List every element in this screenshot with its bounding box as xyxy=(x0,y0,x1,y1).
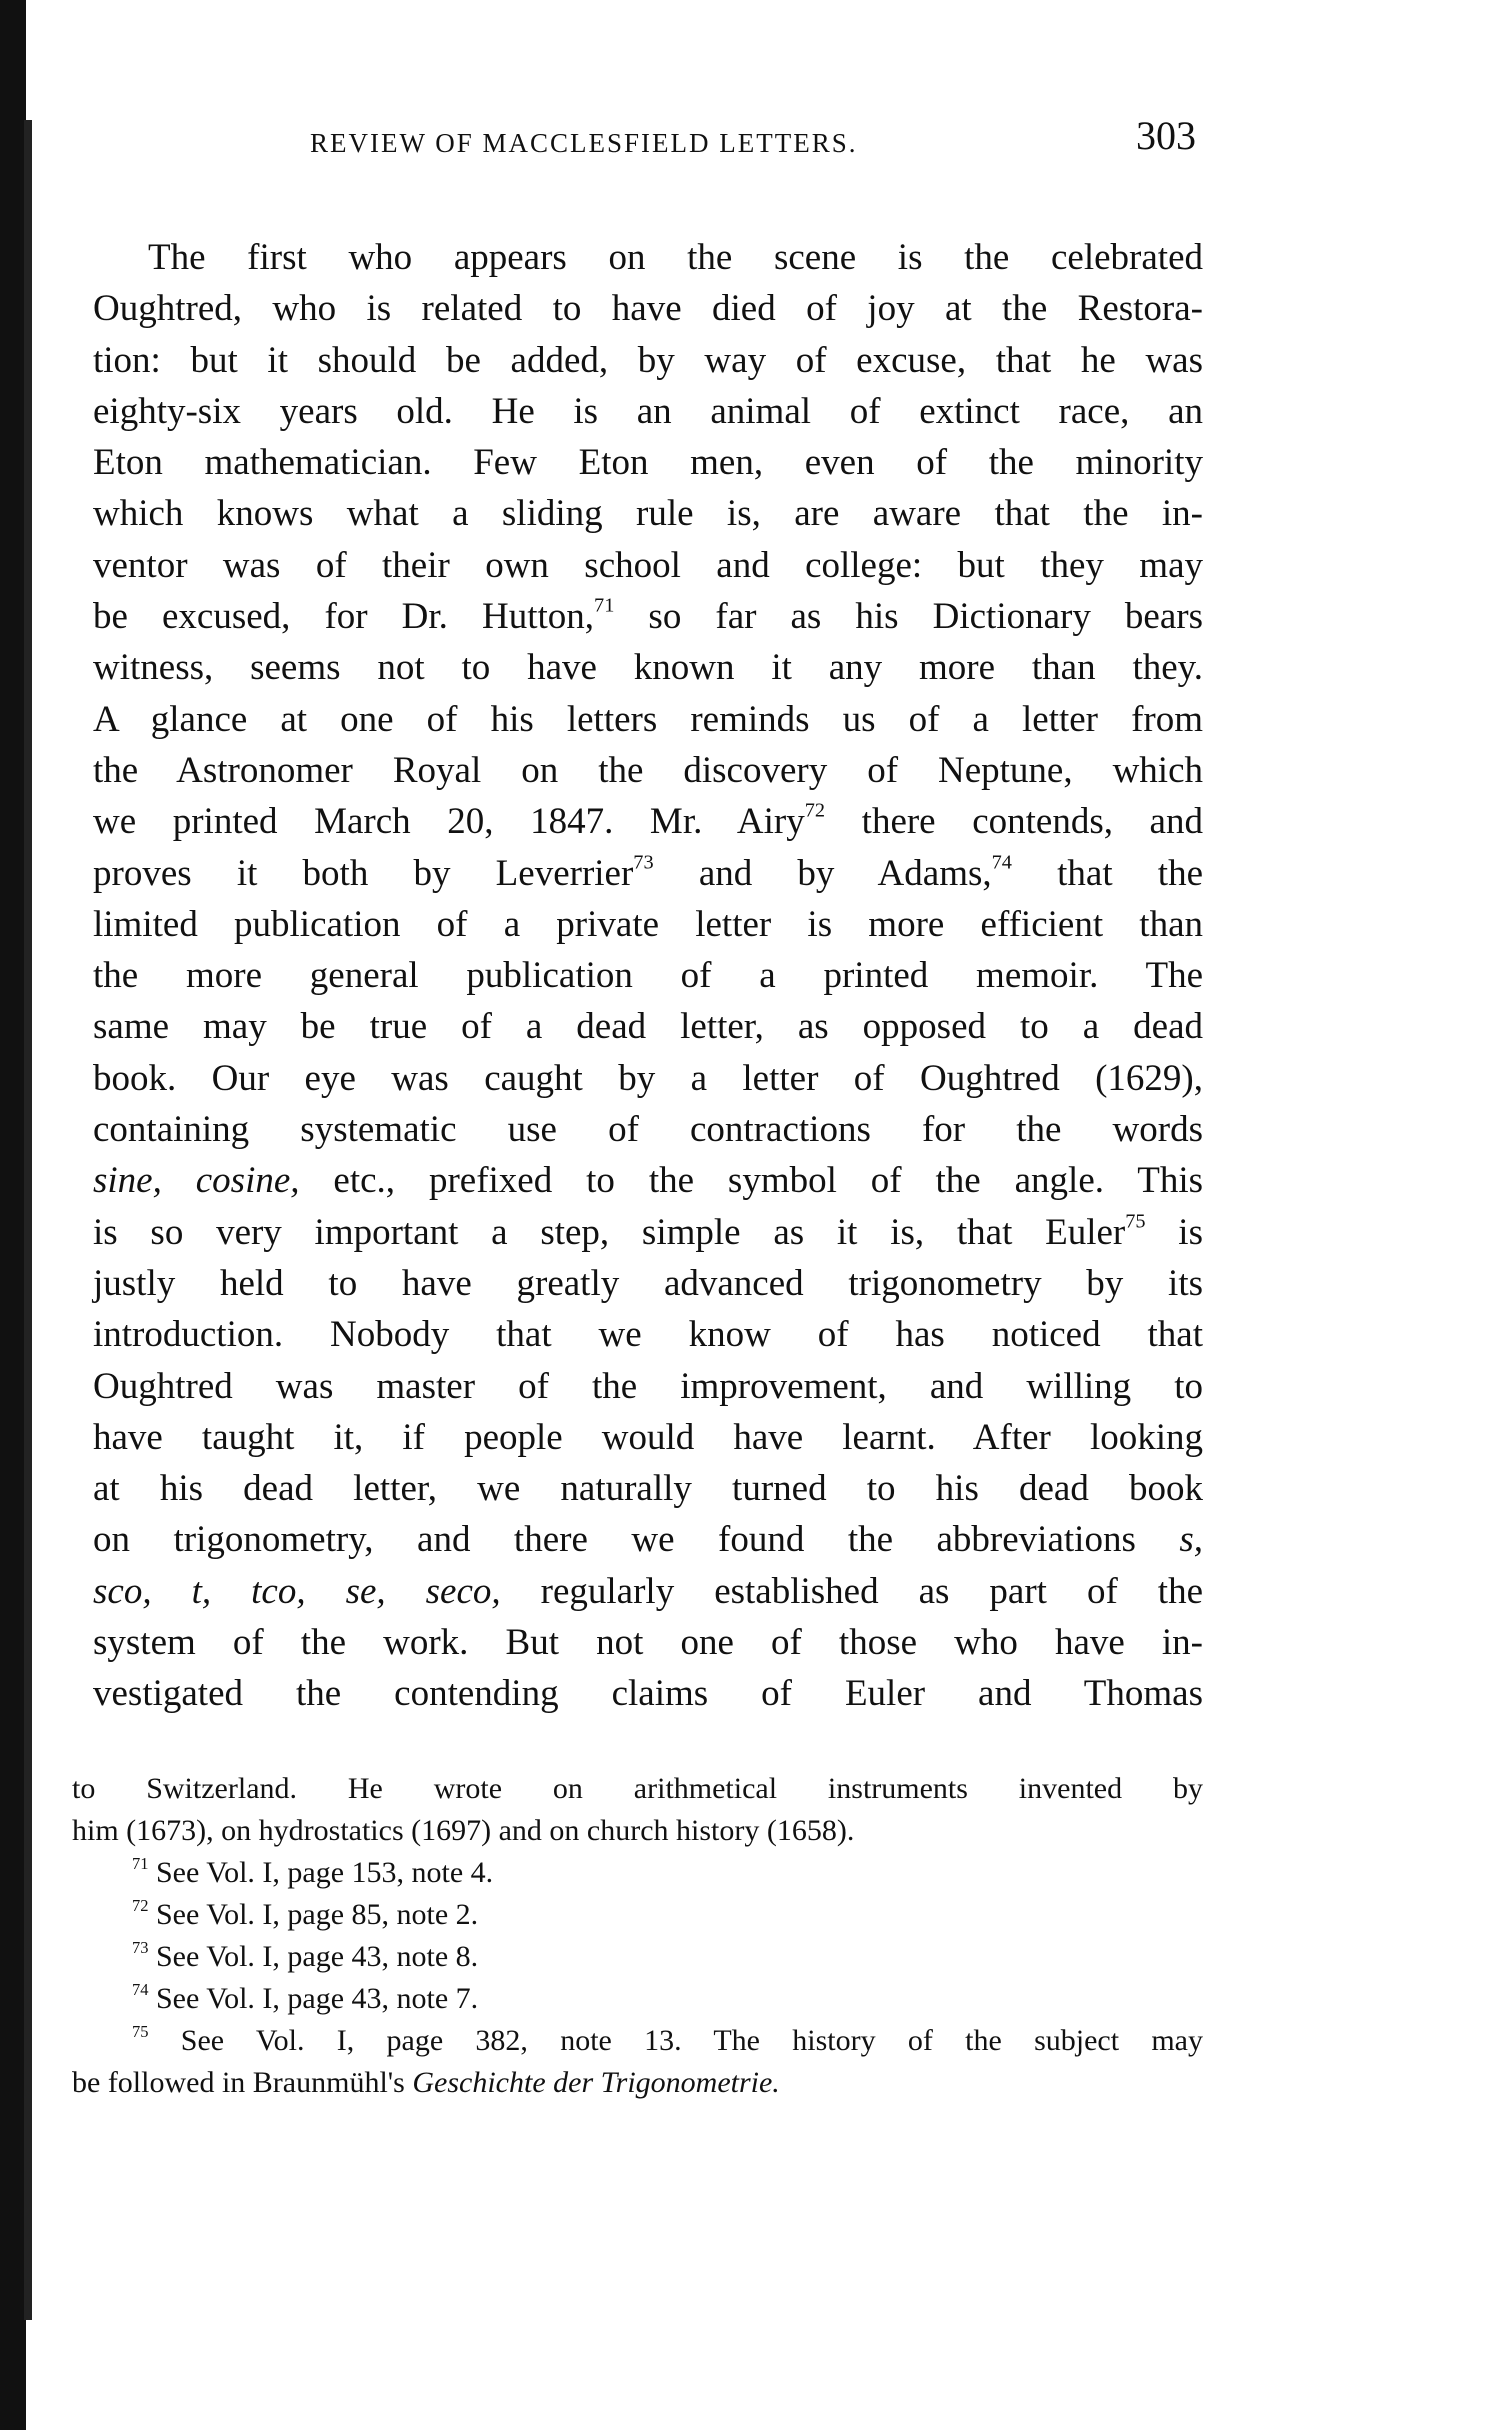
text-line xyxy=(93,1053,1203,1104)
text-segment: limited publication of a private letter is more efficient than xyxy=(93,903,1203,945)
text-line xyxy=(93,1412,1203,1463)
text-line xyxy=(93,232,1203,283)
footnote-reference: 72 xyxy=(804,800,826,822)
text-segment: we printed March 20, 1847. Mr. Airy xyxy=(93,801,805,843)
text-segment: on trigonometry, and there we found the abbreviations xyxy=(93,1519,1180,1561)
text-segment: containing systematic use of contractions for the words xyxy=(93,1109,1203,1151)
text-segment: Oughtred was master of the improvement, and willing to xyxy=(93,1365,1203,1407)
footnote-reference: 75 xyxy=(1125,1210,1146,1233)
text-segment: See Vol. I, page 43, note 7. xyxy=(148,1982,479,2015)
text-segment: that the xyxy=(1011,852,1204,894)
text-line xyxy=(93,1668,1203,1719)
text-line xyxy=(93,1566,1203,1617)
footnote-reference: 73 xyxy=(132,1937,149,1957)
text-segment: witness, seems not to have known it any more than they. xyxy=(93,647,1203,689)
body-text xyxy=(93,232,1203,1720)
scan-binding-shadow xyxy=(24,120,32,2320)
text-segment: and by Adams, xyxy=(653,852,992,894)
text-line xyxy=(93,745,1203,796)
text-segment: Eton mathematician. Few Eton men, even of the minority xyxy=(93,442,1203,484)
footnote-line xyxy=(72,1978,1203,2020)
footnote-line xyxy=(72,1810,1203,1852)
text-segment: See Vol. I, page 43, note 8. xyxy=(148,1940,479,1973)
footnote-reference: 74 xyxy=(991,851,1012,874)
text-segment: be excused, for Dr. Hutton, xyxy=(93,596,595,638)
italic-text: sine, cosine, xyxy=(93,1160,300,1202)
text-line xyxy=(93,1104,1203,1155)
text-line xyxy=(93,437,1203,488)
footnote-reference: 71 xyxy=(594,594,615,617)
text-line xyxy=(93,1258,1203,1309)
footnote-reference: 72 xyxy=(132,1895,149,1915)
text-line xyxy=(93,694,1203,745)
text-segment: same may be true of a dead letter, as opposed to a dead xyxy=(93,1006,1203,1048)
text-line xyxy=(93,488,1203,539)
text-line xyxy=(93,796,1203,847)
text-line xyxy=(93,1001,1203,1052)
text-segment: See Vol. I, page 153, note 4. xyxy=(148,1856,494,1889)
text-line xyxy=(93,950,1203,1001)
italic-text: s, xyxy=(1179,1519,1203,1561)
text-line xyxy=(93,1617,1203,1668)
footnote-line xyxy=(72,1768,1203,1810)
text-segment: etc., prefixed to the symbol of the angle. This xyxy=(299,1160,1204,1202)
text-segment: Oughtred, who is related to have died of joy at the Restora- xyxy=(93,288,1203,330)
footnote-reference: 73 xyxy=(633,851,654,874)
text-segment: tion: but it should be added, by way of excuse, that he was xyxy=(93,339,1203,381)
footnote-line xyxy=(72,1852,1203,1894)
text-segment: to Switzerland. He wrote on arithmetical instruments invented by xyxy=(72,1772,1203,1805)
text-line xyxy=(93,1463,1203,1514)
text-segment: so far as his Dictionary bears xyxy=(614,596,1203,638)
scan-binding-edge xyxy=(0,0,26,2430)
text-segment: there contends, and xyxy=(825,801,1203,843)
text-segment: ventor was of their own school and college: but they may xyxy=(93,544,1203,586)
text-line xyxy=(93,899,1203,950)
text-segment: introduction. Nobody that we know of has noticed that xyxy=(93,1314,1203,1356)
text-segment: justly held to have greatly advanced trigonometry by its xyxy=(93,1262,1203,1304)
text-segment: at his dead letter, we naturally turned to his dead book xyxy=(93,1468,1203,1510)
text-segment: proves it both by Leverrier xyxy=(93,852,634,894)
text-line xyxy=(93,848,1203,899)
text-line xyxy=(93,283,1203,334)
footnote-line xyxy=(72,2062,1203,2104)
running-title: REVIEW OF MACCLESFIELD LETTERS. xyxy=(310,128,858,158)
text-line xyxy=(93,540,1203,591)
footnote-line xyxy=(72,1894,1203,1936)
text-segment: is so very important a step, simple as it is, that Euler xyxy=(93,1211,1126,1253)
italic-text: sco, t, tco, se, seco, xyxy=(93,1570,501,1612)
text-line xyxy=(93,1207,1203,1258)
text-segment: the Astronomer Royal on the discovery of Neptune, which xyxy=(93,749,1203,791)
text-segment: which knows what a sliding rule is, are aware that the in- xyxy=(93,493,1203,535)
text-segment: See Vol. I, page 382, note 13. The history of the subject may xyxy=(148,2024,1203,2057)
text-line xyxy=(93,591,1203,642)
text-segment: See Vol. I, page 85, note 2. xyxy=(148,1898,479,1931)
text-segment: have taught it, if people would have learnt. After looking xyxy=(93,1416,1203,1458)
text-line xyxy=(93,1361,1203,1412)
text-segment: vestigated the contending claims of Euler and Thomas xyxy=(93,1673,1203,1715)
text-line xyxy=(93,1309,1203,1360)
text-segment: the more general publication of a printed memoir. The xyxy=(93,955,1203,997)
text-segment: The first who appears on the scene is the celebrated xyxy=(148,237,1203,278)
text-segment: system of the work. But not one of those who have in- xyxy=(93,1622,1203,1664)
footnotes xyxy=(72,1768,1203,2104)
italic-text: Geschichte der Trigonometrie. xyxy=(412,2066,780,2099)
footnote-reference: 75 xyxy=(132,2021,149,2041)
text-line xyxy=(93,1514,1203,1565)
text-line xyxy=(93,386,1203,437)
text-segment: be followed in Braunmühl's xyxy=(72,2066,413,2099)
page-number: 303 xyxy=(1136,113,1196,158)
text-segment: A glance at one of his letters reminds us of a letter from xyxy=(93,698,1203,740)
text-line xyxy=(93,642,1203,693)
text-segment: book. Our eye was caught by a letter of Oughtred (1629), xyxy=(93,1057,1203,1099)
footnote-line xyxy=(72,1936,1203,1978)
text-segment: is xyxy=(1145,1211,1203,1253)
text-segment: eighty-six years old. He is an animal of extinct race, an xyxy=(93,390,1203,432)
text-segment: him (1673), on hydrostatics (1697) and on church history (1658). xyxy=(72,1814,855,1847)
footnote-reference: 74 xyxy=(132,1979,149,1999)
text-line xyxy=(93,1155,1203,1206)
footnote-line xyxy=(72,2020,1203,2062)
text-line xyxy=(93,335,1203,386)
text-segment: regularly established as part of the xyxy=(500,1570,1203,1612)
footnote-reference: 71 xyxy=(132,1853,149,1873)
